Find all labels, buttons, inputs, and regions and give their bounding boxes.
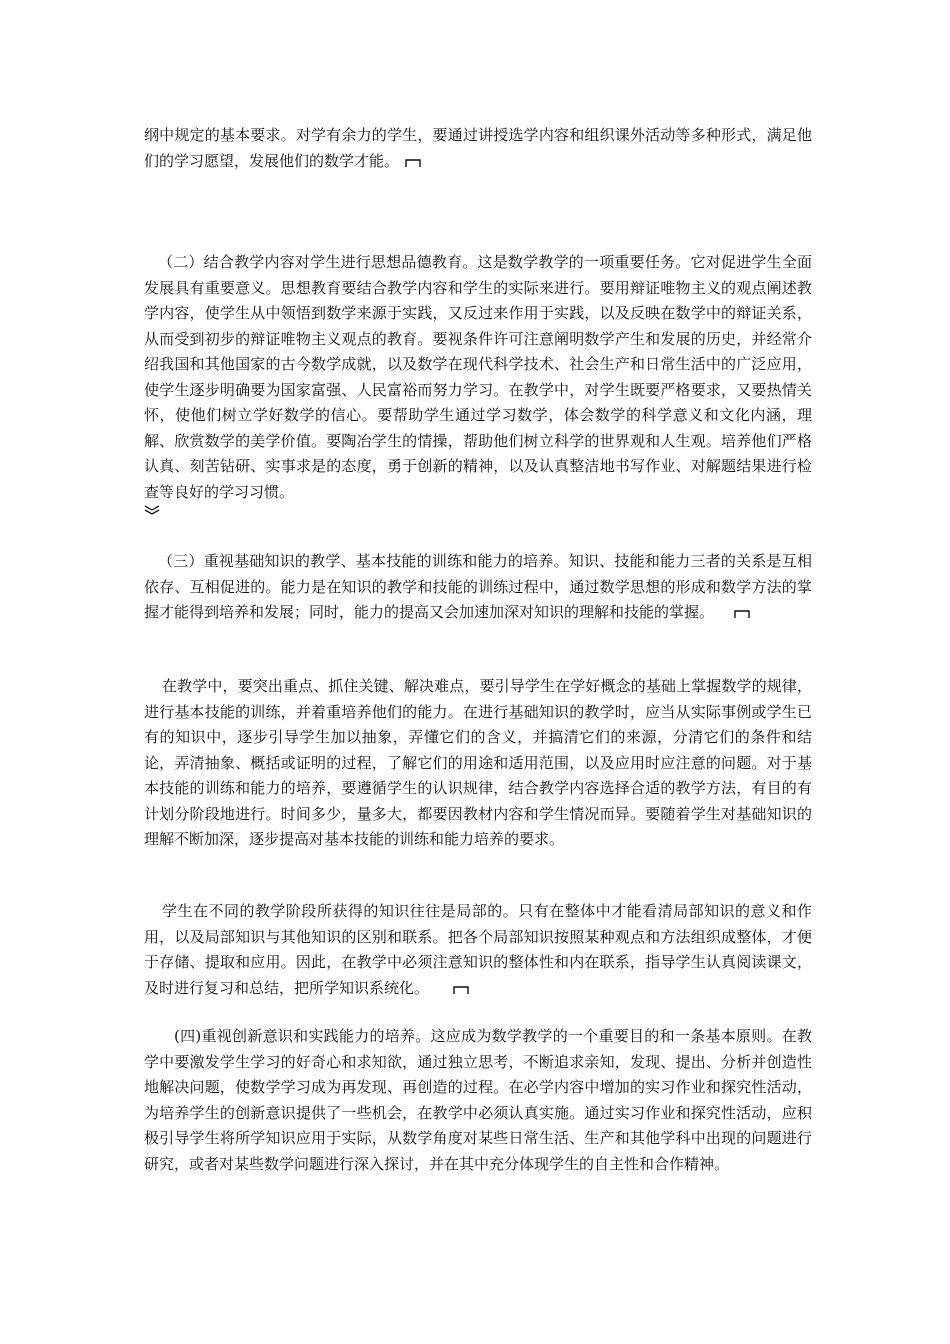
paragraph-4-text: 在教学中，要突出重点、抓住关键、解决难点，要引导学生在学好概念的基础上掌握数学的规律，进行基本技能的训练，并着重培养他们的能力。在进行基础知识的教学时，应当从实际事例或学生已有的知识中，逐步引导学生加以抽象，弄懂它们的含义，并搞清它们的来源，分清它们的条件和结论，弄清抽象、概括或证明的过程，了解它们的用途和适用范围，以及应用时应注意的问题。对于基本技能的训练和能力的培养，要遵循学生的认识规律，结合教学内容选择合适的教学方法，有目的有计划分阶段地进行。时间多少，量多大，都要因教材内容和学生情况而异。要随着学生对基础知识的理解不断加深，逐步提高对基本技能的训练和能力培养的要求。: [144, 677, 812, 848]
paragraph-6-text: (四)重视创新意识和实践能力的培养。这应成为数学教学的一个重要目的和一条基本原则。在教学中要激发学生学习的好奇心和求知欲，通过独立思考，不断追求亲知，发现、提出、分析并创造性地解决问题，使数学学习成为再发现、再创造的过程。在必学内容中增加的实习作业和探究性活动，为培养学生的创新意识提供了一些机会，在教学中必须认真实施。通过实习作业和探究性活动，应积极引导学生将所学知识应用于实际，从数学角度对某些日常生活、生产和其他学科中出现的问题进行研究，或者对某些数学问题进行深入探讨，并在其中充分体现学生的自主性和合作精神。: [144, 1027, 812, 1173]
paragraph-6: [144, 1024, 812, 1177]
double-chevron-down-icon: [144, 501, 160, 520]
paragraph-2-text: （二）结合教学内容对学生进行思想品德教育。这是数学教学的一项重要任务。它对促进学生全面发展具有重要意义。思想教育要结合教学内容和学生的实际来进行。要用辩证唯物主义的观点阐述教学内容，使学生从中领悟到数学来源于实践，又反过来作用于实践，以及反映在数学中的辩证关系，从而受到初步的辩证唯物主义观点的教育。要视条件许可注意阐明数学产生和发展的历史，并经常介绍我国和其他国家的古今数学成就，以及数学在现代科学技术、社会生产和日常生活中的广泛应用，使学生逐步明确要为国家富强、人民富裕而努力学习。在教学中，对学生既要严格要求，又要热情关怀，使他们树立学好数学的信心。要帮助学生通过学习数学，体会数学的科学意义和文化内涵，理解、欣赏数学的美学价值。要陶冶学生的情操，帮助他们树立科学的世界观和人生观。培养他们严格认真、刻苦钻研、实事求是的态度，勇于创新的精神，以及认真整洁地书写作业、对解题结果进行检查等良好的学习习惯。: [144, 253, 812, 501]
section-break-icon: [405, 155, 421, 169]
paragraph-2: [144, 250, 812, 505]
paragraph-5-text: 学生在不同的教学阶段所获得的知识往往是局部的。只有在整体中才能看清局部知识的意义和作用，以及局部知识与其他知识的区别和联系。把各个局部知识按照某种观点和方法组织成整体，才便于存储、提取和应用。因此，在教学中必须注意知识的整体性和内在联系，指导学生认真阅读课文，及时进行复习和总结，把所学知识系统化。: [144, 902, 812, 997]
section-break-icon: [720, 606, 750, 620]
paragraph-4: [144, 674, 812, 853]
paragraph-3: [144, 549, 812, 626]
paragraph-1: [144, 123, 812, 174]
paragraph-5: [144, 899, 812, 1001]
paragraph-1-text: 纲中规定的基本要求。对学有余力的学生，要通过讲授选学内容和组织课外活动等多种形式，满足他们的学习愿望，发展他们的数学才能。: [144, 126, 812, 170]
section-break-icon: [435, 982, 469, 996]
paragraph-3-text: （三）重视基础知识的教学、基本技能的训练和能力的培养。知识、技能和能力三者的关系是互相依存、互相促进的。能力是在知识的教学和技能的训练过程中，通过数学思想的形成和数学方法的掌握才能得到培养和发展；同时，能力的提高又会加速加深对知识的理解和技能的掌握。: [144, 552, 812, 621]
